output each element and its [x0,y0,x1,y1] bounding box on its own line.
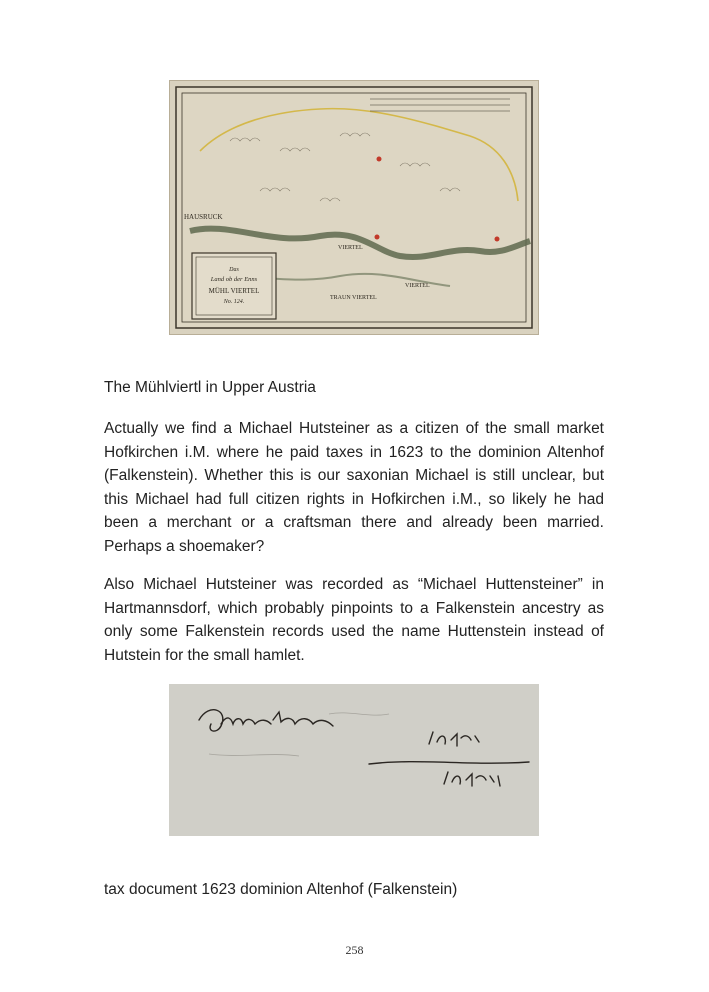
body-paragraph-2: Also Michael Hutsteiner was recorded as “Michael Huttensteiner” in Hartmannsdorf, which probably pinpoints to a Falkenstein ancestry as only some Falkenstein records used the name Huttenstein instead of Hutstein for the small hamlet. [104,576,604,664]
handwriting-illustration [169,684,539,836]
map-image [169,80,539,335]
body-paragraph-1: Actually we find a Michael Hutsteiner as a citizen of the small market Hofkirchen i.M. where he paid taxes in 1623 to the dominion Altenhof (Falkenstein). Whether this is our saxonian Michael is still unclear, but this Michael had full citizen rights in Hofkirchen i.M., so likely he had been a merchant or a craftsman there and already been married. Perhaps a shoemaker? [104,420,604,555]
map-caption: The Mühlviertl in Upper Austria [104,379,316,396]
cartouche-line4: No. 124. [223,299,245,305]
cartouche-line1: Das [229,267,239,273]
map-label-hausruck: HAUSRUCK [184,213,223,221]
cartouche-line3: MÜHL VIERTEL [208,287,260,295]
document-caption: tax document 1623 dominion Altenhof (Falkenstein) [104,881,458,898]
map-label-viertel: VIERTEL [338,245,363,251]
historical-map-illustration [170,81,538,334]
cartouche-line2: Land ob der Enns [210,276,258,283]
map-label-viertel-right: VIERTEL [405,283,430,289]
page-number: 258 [345,943,364,957]
tax-document-image [169,684,539,836]
map-label-traun: TRAUN VIERTEL [330,295,377,301]
